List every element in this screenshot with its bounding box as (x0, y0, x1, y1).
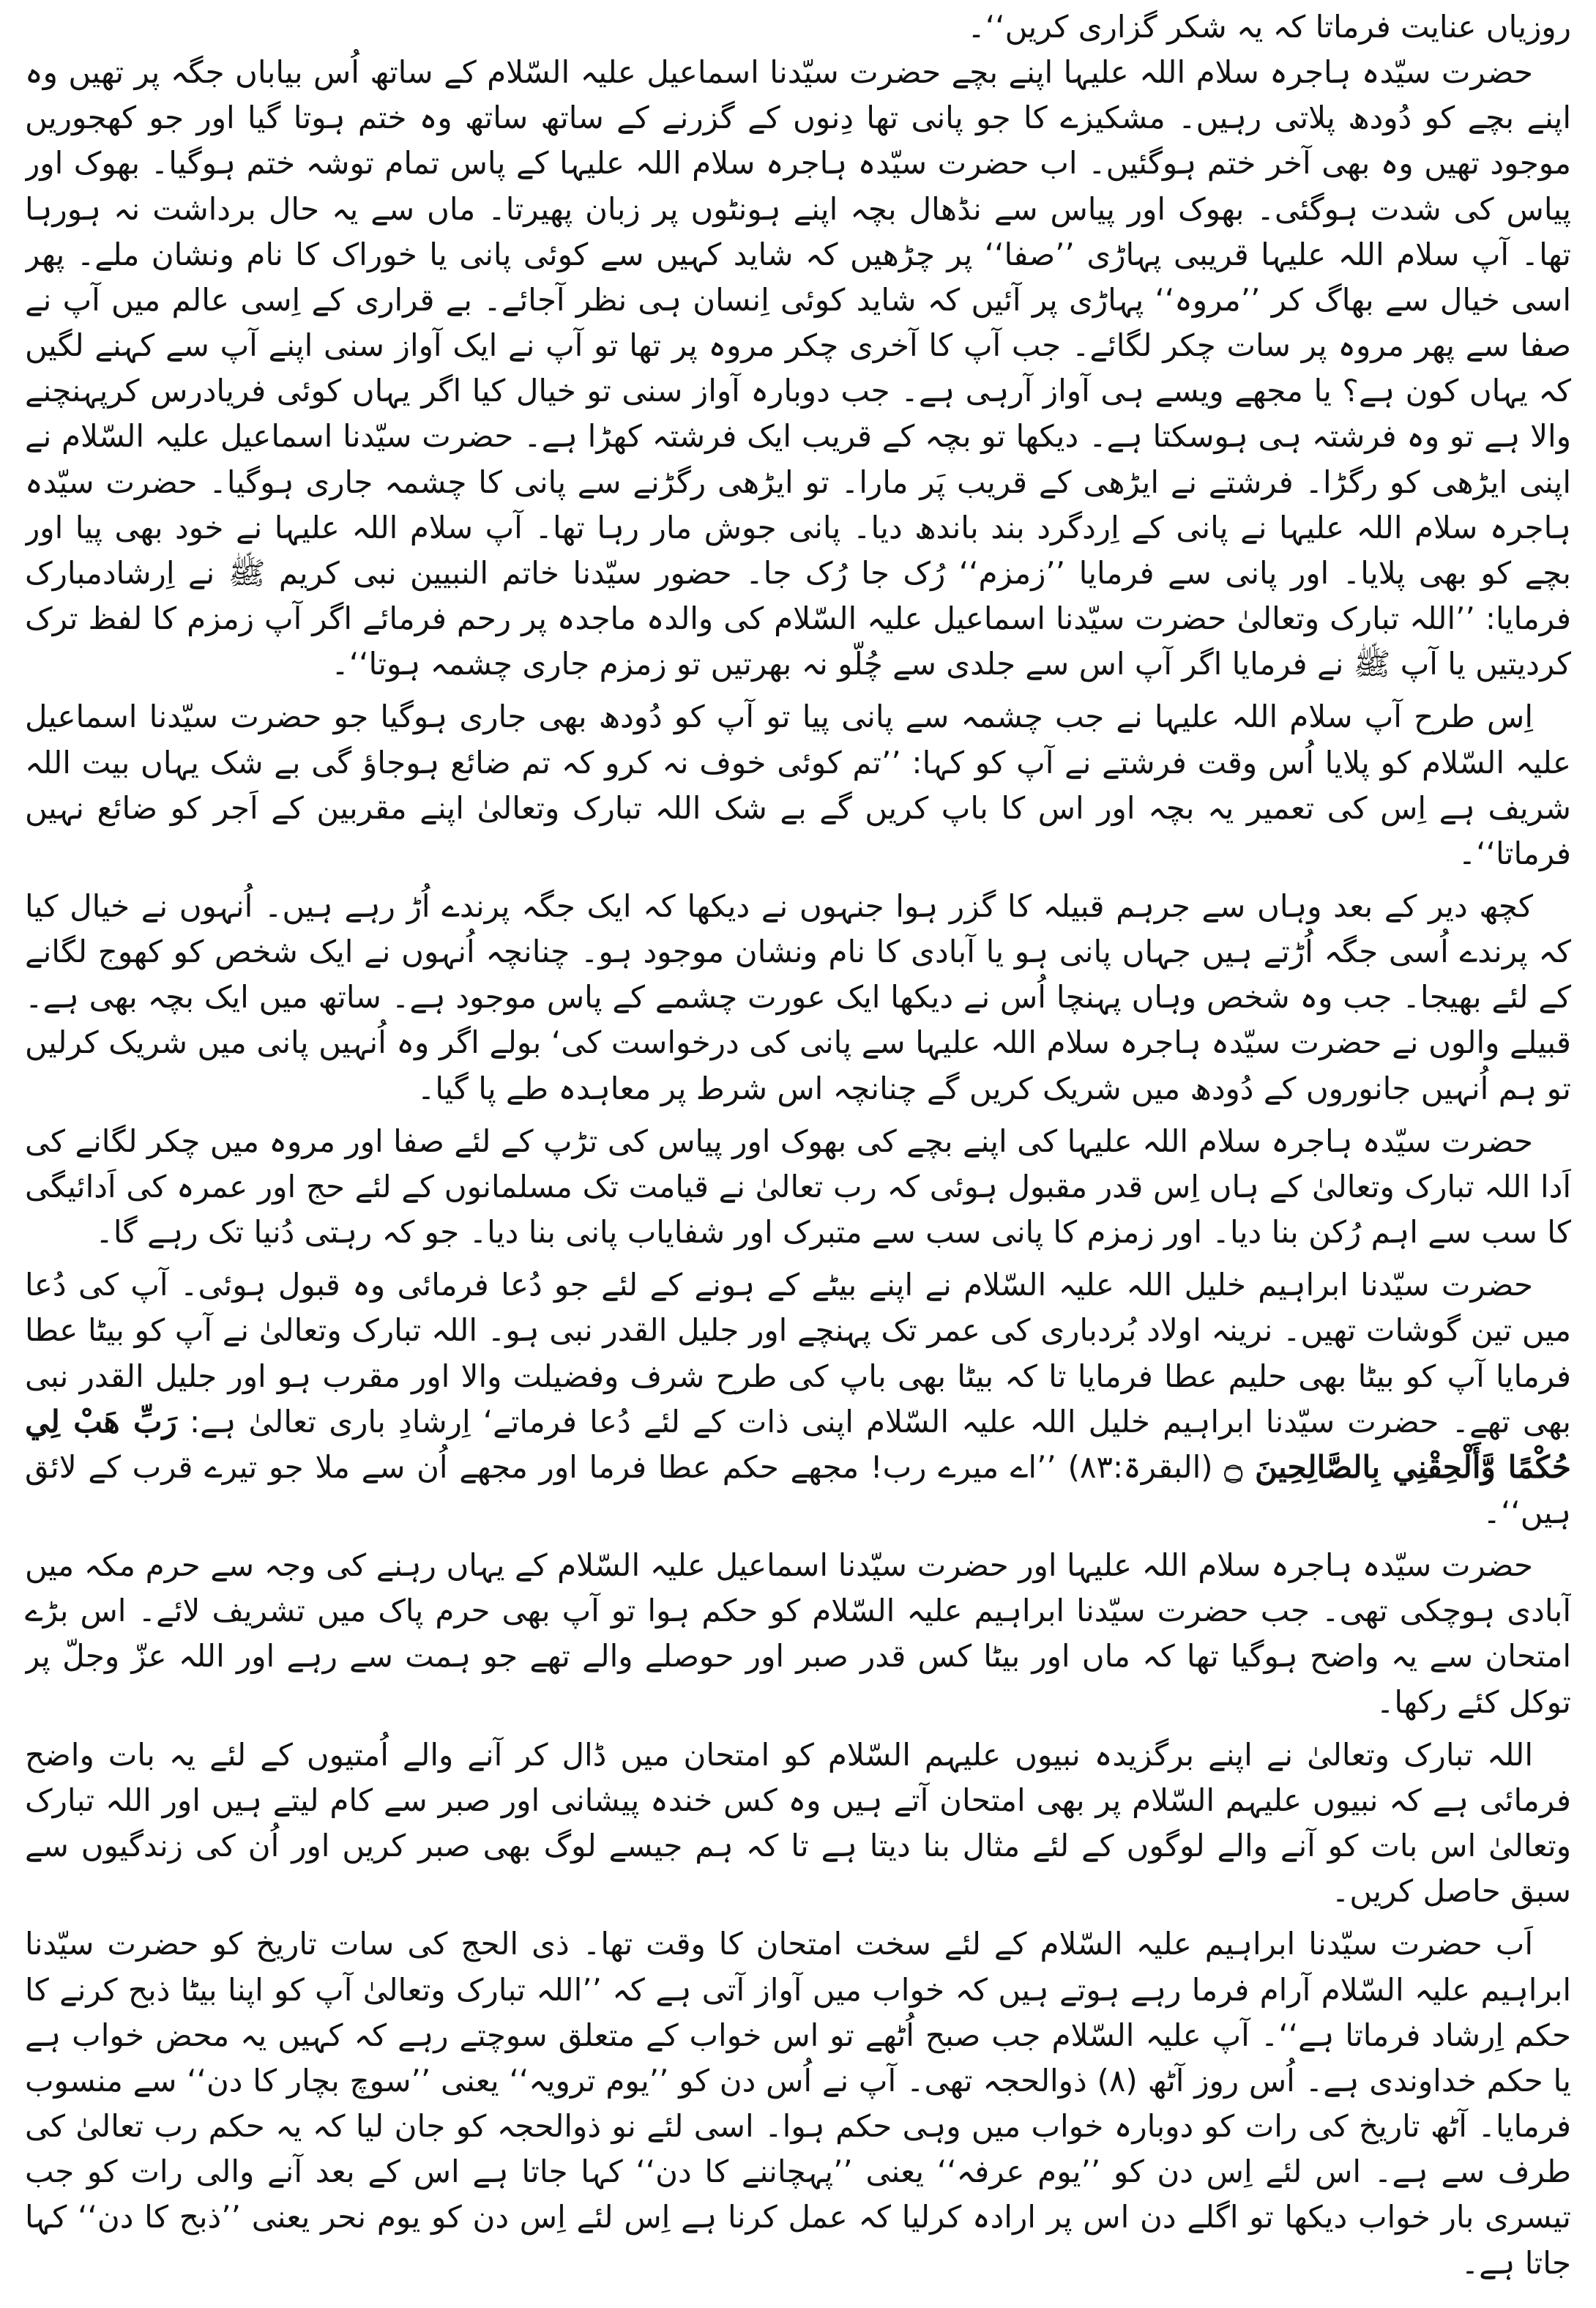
quran-verse: رَبِّ هَبْ لِي حُكْمًا وَّأَلْحِقْنِي بِالصَّالِحِينَ ۝ (25, 1403, 1571, 1485)
ibrahim-prayer-text: حضرت سیّدنا ابراہیم خلیل اللہ علیہ السّلام نے اپنے بیٹے کے ہونے کے لئے جو دُعا فرمائی وہ قبول ہوئی۔ آپ کی دُعا میں تین گوشات تھیں۔ نرینہ اولاد بُردباری کی عمر تک پہنچے اور جلیل القدر نبی ہو۔ اللہ تبارک وتعالیٰ نے آپ کو بیٹا عطا فرمایا آپ کو بیٹا بھی حلیم عطا فرمایا تا کہ بیٹا بھی باپ کی طرح شرف وفضیلت والا اور مقرب ہو اور جلیل القدر نبی بھی تھے۔ حضرت سیّدنا ابراہیم خلیل اللہ علیہ السّلام اپنی ذات کے لئے دُعا فرماتے‘ اِرشادِ باری تعالیٰ ہے: (25, 1267, 1571, 1440)
verse-translation: (البقرۃ:۸۳) ’’اے میرے رب! مجھے حکم عطا فرما اور مجھے اُن سے ملا جو تیرے قرب کے لائق ہیں‘‘۔ (25, 1448, 1571, 1530)
paragraph-hajj-umrah-pillar: حضرت سیّدہ ہاجرہ سلام اللہ علیہا کی اپنے بچے کی بھوک اور پیاس کی تڑپ کے لئے صفا اور مروہ میں چکر لگانے کی اَدا اللہ تبارک وتعالیٰ کے ہاں اِس قدر مقبول ہوئی کہ رب تعالیٰ نے قیامت تک مسلمانوں کے لئے حج اور عمرہ کی اَدائیگی کا سب سے اہم رُکن بنا دیا۔ اور زمزم کا پانی سب سے متبرک اور شفایاب پانی بنا دیا۔ جو کہ رہتی دُنیا تک رہے گا۔ (25, 1123, 1571, 1251)
paragraph-haram-settlement: حضرت سیّدہ ہاجرہ سلام اللہ علیہا اور حضرت سیّدنا اسماعیل علیہ السّلام کے یہاں رہنے کی وجہ سے حرم مکہ میں آبادی ہوچکی تھی۔ جب حضرت سیّدنا ابراہیم علیہ السّلام کو حکم ہوا تو آپ بھی حرم پاک میں تشریف لائے۔ اس بڑے امتحان سے یہ واضح ہوگیا تھا کہ ماں اور بیٹا کس قدر صبر اور حوصلے والے تھے جو ہمت سے رہے اور اللہ عزّ وجلّ پر توکل کئے رکھا۔ (25, 1547, 1571, 1720)
paragraph-ibrahim-prayer (25, 1262, 1571, 1535)
paragraph-opening-line: روزیاں عنایت فرماتا کہ یہ شکر گزاری کریں‘‘۔ (967, 9, 1571, 45)
paragraph-angel-assurance: اِس طرح آپ سلام اللہ علیہا نے جب چشمہ سے پانی پیا تو آپ کو دُودھ بھی جاری ہوگیا جو حضرت سیّدنا اسماعیل علیہ السّلام کو پلایا اُس وقت فرشتے نے آپ کو کہا: ’’تم کوئی خوف نہ کرو کہ تم ضائع ہوجاؤ گی بے شک یہاں بیت اللہ شریف ہے اِس کی تعمیر یہ بچہ اور اس کا باپ کریں گے بے شک اللہ تبارک وتعالیٰ اپنے مقربین کے اَجر کو ضائع نہیں فرماتا‘‘۔ (25, 699, 1571, 871)
urdu-text-page (25, 4, 1571, 2304)
paragraph-dream-of-sacrifice: اَب حضرت سیّدنا ابراہیم علیہ السّلام کے لئے سخت امتحان کا وقت تھا۔ ذی الحج کی سات تاریخ کو حضرت سیّدنا ابراہیم علیہ السّلام آرام فرما رہے ہوتے ہیں کہ خواب میں آواز آتی ہے کہ ’’اللہ تبارک وتعالیٰ آپ کو اپنا بیٹا ذبح کرنے کا حکم اِرشاد فرماتا ہے‘‘۔ آپ علیہ السّلام جب صبح اُٹھے تو اس خواب کے متعلق سوچتے رہے کہ کہیں یہ محض خواب ہے یا حکم خداوندی ہے۔ اُس روز آٹھ (۸) ذوالحجہ تھی۔ آپ نے اُس دن کو ’’یوم ترویہ‘‘ یعنی ’’سوچ بچار کا دن‘‘ سے منسوب فرمایا۔ آٹھ تاریخ کی رات کو دوبارہ خواب میں وہی حکم ہوا۔ اسی لئے نو ذوالحجہ کو جان لیا کہ یہ حکم رب تعالیٰ کی طرف سے ہے۔ اس لئے اِس دن کو ’’یوم عرفہ‘‘ یعنی ’’پہچاننے کا دن‘‘ کہا جاتا ہے اس کے بعد آنے والی رات کو جب تیسری بار خواب دیکھا تو اگلے دن اس پر ارادہ کرلیا کہ عمل کرنا ہے اِس لئے اِس دن کو یوم نحر یعنی ’’ذبح کا دن‘‘ کہا جاتا ہے۔ (25, 1926, 1571, 2281)
paragraph-trials-of-prophets: اللہ تبارک وتعالیٰ نے اپنے برگزیدہ نبیوں علیہم السّلام کو امتحان میں ڈال کر آنے والے اُمتیوں کے لئے یہ بات واضح فرمائی ہے کہ نبیوں علیہم السّلام پر بھی امتحان آتے ہیں وہ کس خندہ پیشانی اور صبر سے کام لیتے ہیں اور اللہ تبارک وتعالیٰ اس بات کو آنے والے لوگوں کے لئے مثال بنا دیتا ہے تا کہ ہم جیسے لوگ بھی صبر کریں اور اُن کی زندگیوں سے سبق حاصل کریں۔ (25, 1736, 1571, 1910)
paragraph-hajra-safa-marwa: حضرت سیّدہ ہاجرہ سلام اللہ علیہا اپنے بچے حضرت سیّدنا اسماعیل علیہ السّلام کے ساتھ اُس بیاباں جگہ پر تھیں وہ اپنے بچے کو دُودھ پلاتی رہیں۔ مشکیزے کا جو پانی تھا دِنوں کے گزرنے کے ساتھ ساتھ وہ ختم ہوتا گیا اور جو کھجوریں موجود تھیں وہ بھی آخر ختم ہوگئیں۔ اب حضرت سیّدہ ہاجرہ سلام اللہ علیہا کے پاس تمام توشہ ختم ہوگیا۔ بھوک اور پیاس کی شدت ہوگئی۔ بھوک اور پیاس سے نڈھال بچہ اپنے ہونٹوں پر زبان پھیرتا۔ ماں سے یہ حال برداشت نہ ہورہا تھا۔ آپ سلام اللہ علیہا قریبی پہاڑی ’’صفا‘‘ پر چڑھیں کہ شاید کہیں سے کوئی پانی یا خوراک کا نام ونشان ملے۔ پھر اسی خیال سے بھاگ کر ’’مروہ‘‘ پہاڑی پر آئیں کہ شاید کوئی اِنسان ہی نظر آجائے۔ بے قراری کے اِسی عالم میں آپ نے صفا سے پھر مروہ پر سات چکر لگائے۔ جب آپ کا آخری چکر مروہ پر تھا تو آپ نے ایک آواز سنی اپنے آپ سے کہنے لگیں کہ یہاں کون ہے؟ یا مجھے ویسے ہی آواز آرہی ہے۔ جب دوبارہ آواز سنی تو خیال کیا اگر یہاں کوئی فریادرس کرپہنچنے والا ہے تو وہ فرشتہ ہی ہوسکتا ہے۔ دیکھا تو بچہ کے قریب ایک فرشتہ کھڑا ہے۔ حضرت سیّدنا اسماعیل علیہ السّلام نے اپنی ایڑھی کو رگڑا۔ فرشتے نے ایڑھی کے قریب پَر مارا۔ تو ایڑھی رگڑنے سے پانی کا چشمہ جاری ہوگیا۔ حضرت سیّدہ ہاجرہ سلام اللہ علیہا نے پانی کے اِردگرد بند باندھ دیا۔ پانی جوش مار رہا تھا۔ آپ سلام اللہ علیہا نے خود بھی پیا اور بچے کو بھی پلایا۔ اور پانی سے فرمایا ’’زمزم‘‘ رُک جا رُک جا۔ حضور سیّدنا خاتم النبیین نبی کریم ﷺ نے اِرشادمبارک فرمایا: ’’اللہ تبارک وتعالیٰ حضرت سیّدنا اسماعیل علیہ السّلام کی والدہ ماجدہ پر رحم فرمائے اگر آپ زمزم کا لفظ ترک کردیتیں یا آپ ﷺ نے فرمایا اگر آپ اس سے جلدی سے چُلّو نہ بھرتیں تو زمزم جاری چشمہ ہوتا‘‘۔ (25, 54, 1571, 682)
paragraph-jurhum-tribe: کچھ دیر کے بعد وہاں سے جرہم قبیلہ کا گزر ہوا جنہوں نے دیکھا کہ ایک جگہ پرندے اُڑ رہے ہیں۔ اُنہوں نے خیال کیا کہ پرندے اُسی جگہ اُڑتے ہیں جہاں پانی ہو یا آبادی کا نام ونشان موجود ہو۔ چنانچہ اُنہوں نے ایک شخص کو کھوج لگانے کے لئے بھیجا۔ جب وہ شخص وہاں پہنچا اُس نے دیکھا ایک عورت چشمے کے پاس موجود ہے۔ ساتھ میں ایک بچہ بھی ہے۔ قبیلے والوں نے حضرت سیّدہ ہاجرہ سلام اللہ علیہا سے پانی کی درخواست کی‘ بولے اگر وہ اُنہیں پانی میں شریک کرلیں تو ہم اُنہیں جانوروں کے دُودھ میں شریک کریں گے چنانچہ اس شرط پر معاہدہ طے پا گیا۔ (25, 887, 1571, 1106)
